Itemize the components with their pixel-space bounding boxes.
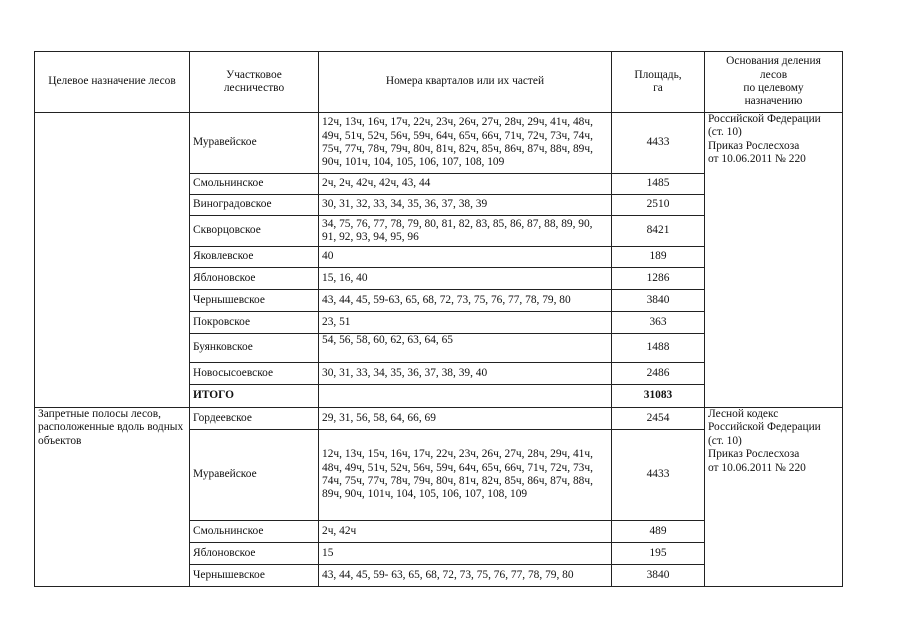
header-area: Площадь, га [612, 52, 705, 113]
forestry-cell: Яковлевское [190, 247, 319, 268]
area-cell: 1488 [612, 334, 705, 363]
forestry-cell: Буянковское [190, 334, 319, 363]
forestry-cell: Гордеевское [190, 408, 319, 430]
quarters-cell: 12ч, 13ч, 15ч, 16ч, 17ч, 22ч, 23ч, 26ч, 27ч, 28ч, 29ч, 41ч, 48ч, 49ч, 51ч, 52ч, 56ч, 59ч, 64ч, 65ч, 66ч, 71ч, 72ч, 73ч, 74ч, 75ч, 77ч, 78ч, 79ч, 80ч, 81ч, 82ч, 85ч, 86ч, 87ч, 88ч, 89ч, 90ч, 101ч, 104, 105, 106, 107, 108, 109 [319, 430, 612, 521]
header-quarters: Номера кварталов или их частей [319, 52, 612, 113]
forestry-cell: Яблоновское [190, 268, 319, 290]
forestry-cell: Покровское [190, 312, 319, 334]
area-cell: 363 [612, 312, 705, 334]
quarters-cell [319, 385, 612, 408]
area-cell: 2454 [612, 408, 705, 430]
area-cell: 3840 [612, 290, 705, 312]
section2-purpose-cell: Запретные полосы лесов, расположенные вдоль водных объектов [35, 408, 190, 587]
forestry-cell: Смольнинское [190, 174, 319, 195]
area-cell: 2486 [612, 363, 705, 385]
area-cell: 4433 [612, 430, 705, 521]
forestry-cell: Новосысоевское [190, 363, 319, 385]
forestry-cell: Яблоновское [190, 543, 319, 565]
area-cell: 189 [612, 247, 705, 268]
area-cell: 1286 [612, 268, 705, 290]
area-cell: 2510 [612, 195, 705, 216]
quarters-cell: 34, 75, 76, 77, 78, 79, 80, 81, 82, 83, 85, 86, 87, 88, 89, 90, 91, 92, 93, 94, 95, 96 [319, 216, 612, 247]
area-cell: 1485 [612, 174, 705, 195]
forestry-cell: Муравейское [190, 113, 319, 174]
quarters-cell: 2ч, 42ч [319, 521, 612, 543]
section1-basis-cell: Российской Федерации (ст. 10) Приказ Рослесхоза от 10.06.2011 № 220 [705, 113, 843, 408]
quarters-cell: 43, 44, 45, 59- 63, 65, 68, 72, 73, 75, 76, 77, 78, 79, 80 [319, 565, 612, 587]
quarters-cell: 40 [319, 247, 612, 268]
total-area: 31083 [612, 385, 705, 408]
header-purpose: Целевое назначение лесов [35, 52, 190, 113]
forestry-cell: Муравейское [190, 430, 319, 521]
section2-basis-cell: Лесной кодекс Российской Федерации (ст. 10) Приказ Рослесхоза от 10.06.2011 № 220 [705, 408, 843, 587]
header-basis: Основания деления лесов по целевому назначению [705, 52, 843, 113]
area-cell: 195 [612, 543, 705, 565]
forestry-cell: Чернышевское [190, 290, 319, 312]
area-cell: 4433 [612, 113, 705, 174]
quarters-cell: 43, 44, 45, 59-63, 65, 68, 72, 73, 75, 76, 77, 78, 79, 80 [319, 290, 612, 312]
forestry-cell: Чернышевское [190, 565, 319, 587]
quarters-cell: 30, 31, 32, 33, 34, 35, 36, 37, 38, 39 [319, 195, 612, 216]
quarters-cell: 15 [319, 543, 612, 565]
quarters-cell: 15, 16, 40 [319, 268, 612, 290]
header-forestry: Участковое лесничество [190, 52, 319, 113]
area-cell: 8421 [612, 216, 705, 247]
table-header-row [35, 52, 843, 113]
area-cell: 489 [612, 521, 705, 543]
quarters-cell: 54, 56, 58, 60, 62, 63, 64, 65 [319, 334, 612, 363]
total-label: ИТОГО [190, 385, 319, 408]
table-row [35, 113, 843, 174]
quarters-cell: 23, 51 [319, 312, 612, 334]
quarters-cell: 30, 31, 33, 34, 35, 36, 37, 38, 39, 40 [319, 363, 612, 385]
forestry-cell: Скворцовское [190, 216, 319, 247]
forestry-cell: Смольнинское [190, 521, 319, 543]
quarters-cell: 12ч, 13ч, 16ч, 17ч, 22ч, 23ч, 26ч, 27ч, 28ч, 29ч, 41ч, 48ч, 49ч, 51ч, 52ч, 56ч, 59ч, 64ч, 65ч, 66ч, 71ч, 72ч, 73ч, 74ч, 75ч, 77ч, 78ч, 79ч, 80ч, 81ч, 82ч, 85ч, 86ч, 87ч, 88ч, 89ч, 90ч, 101ч, 104, 105, 106, 107, 108, 109 [319, 113, 612, 174]
forestry-cell: Виноградовское [190, 195, 319, 216]
quarters-cell: 29, 31, 56, 58, 64, 66, 69 [319, 408, 612, 430]
quarters-cell: 2ч, 2ч, 42ч, 42ч, 43, 44 [319, 174, 612, 195]
table-row [35, 408, 843, 430]
section1-purpose-cell [35, 113, 190, 408]
area-cell: 3840 [612, 565, 705, 587]
forest-purpose-table [34, 51, 843, 587]
